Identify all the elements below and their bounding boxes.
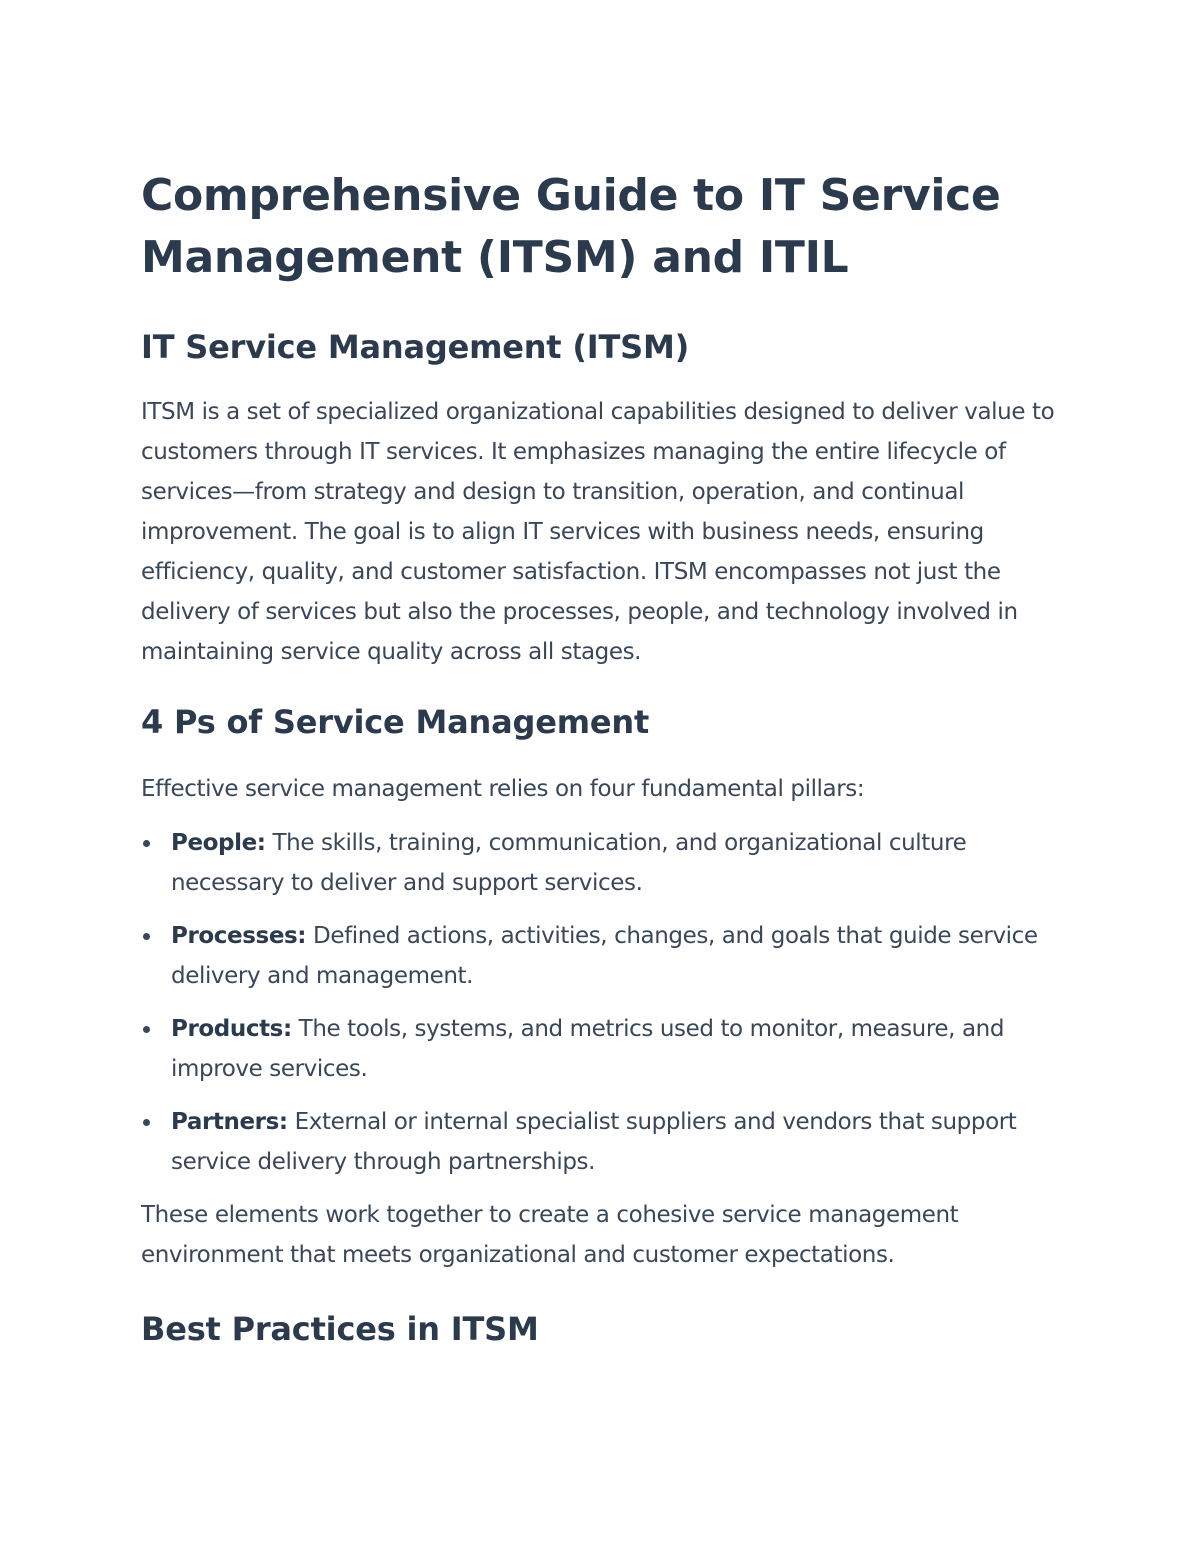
list-item-text: The skills, training, communication, and organizational culture necessary to deliver and support services. xyxy=(171,830,967,896)
list-item-text: Defined actions, activities, changes, and goals that guide service delivery and management. xyxy=(171,923,1038,989)
list-item-term: Processes: xyxy=(171,923,307,949)
list-item-processes xyxy=(141,916,1071,996)
list-item-people xyxy=(141,823,1071,903)
list-item-partners xyxy=(141,1102,1071,1182)
list-item-products xyxy=(141,1009,1071,1089)
list-item-term: People: xyxy=(171,830,266,856)
section-heading-best-practices: Best Practices in ITSM xyxy=(141,1310,539,1348)
4ps-list xyxy=(141,823,1071,1182)
bullet-icon xyxy=(143,933,150,940)
document-page xyxy=(141,165,1071,1349)
document-title: Comprehensive Guide to IT Service Management (ITSM) and ITIL xyxy=(141,170,1001,283)
section-heading-itsm: IT Service Management (ITSM) xyxy=(141,328,690,366)
list-item-term: Partners: xyxy=(171,1109,288,1135)
4ps-lead-paragraph: Effective service management relies on four fundamental pillars: xyxy=(141,776,865,802)
bullet-icon xyxy=(143,1026,150,1033)
bullet-icon xyxy=(143,1119,150,1126)
4ps-closing-paragraph: These elements work together to create a cohesive service management environment that meets organizational and customer expectations. xyxy=(141,1202,959,1268)
itsm-paragraph: ITSM is a set of specialized organizational capabilities designed to deliver value to customers through IT services. It emphasizes managing the entire lifecycle of services—from strategy and design to transition, operation, and continual improvement. The goal is to align IT services with business needs, ensuring efficiency, quality, and customer satisfaction. ITSM encompasses not just the delivery of services but also the processes, people, and technology involved in maintaining service quality across all stages. xyxy=(141,399,1055,665)
bullet-icon xyxy=(143,840,150,847)
list-item-term: Products: xyxy=(171,1016,292,1042)
section-heading-4ps: 4 Ps of Service Management xyxy=(141,703,650,741)
list-item-text: The tools, systems, and metrics used to monitor, measure, and improve services. xyxy=(171,1016,1005,1082)
list-item-text: External or internal specialist suppliers and vendors that support service delivery through partnerships. xyxy=(171,1109,1017,1175)
